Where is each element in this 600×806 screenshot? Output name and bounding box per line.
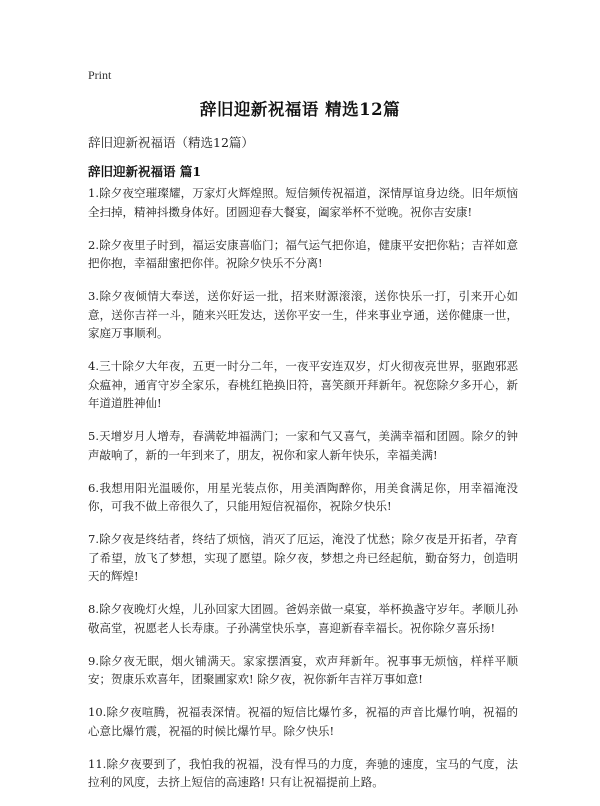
paragraph-4: 4.三十除夕大年夜，五更一时分二年，一夜平安连双岁，灯火彻夜亮世界，驱跑邪恶众瘟神，通宵守岁全家乐，春桃红艳换旧符，喜笑颜开拜新年。祝您除夕多开心，新年道道胜神仙!: [88, 359, 518, 410]
paragraph-8: 8.除夕夜晚灯火煌，儿孙回家大团圆。爸妈亲做一桌宴，举杯换盏守岁年。孝顺儿孙敬高堂，祝愿老人长寿康。子孙满堂快乐享，喜迎新春幸福长。祝你除夕喜乐扬!: [88, 602, 518, 635]
paragraph-5: 5.天增岁月人增寿，春满乾坤福满门；一家和气又喜气，美满幸福和团圆。除夕的钟声敲响了，新的一年到来了，朋友，祝你和家人新年快乐，幸福美满!: [88, 429, 518, 462]
print-label: Print: [88, 68, 112, 82]
article-body: [88, 184, 518, 806]
subtitle: 辞旧迎新祝福语（精选12篇）: [88, 135, 254, 150]
paragraph-1: 1.除夕夜空璀璨耀，万家灯火辉煌照。短信频传祝福道，深情厚谊身边绕。旧年烦恼全扫掉，精神抖擞身体好。团圆迎春大餐宴，阖家举杯不觉晚。祝你吉安康!: [88, 186, 518, 219]
paragraph-2: 2.除夕夜里子时到，福运安康喜临门；福气运气把你追，健康平安把你粘；吉祥如意把你抱，幸福甜蜜把你伴。祝除夕快乐不分离!: [88, 237, 518, 270]
paragraph-9: 9.除夕夜无眠，烟火铺满天。家家摆酒宴，欢声拜新年。祝事事无烦恼，样样平顺安；贺康乐欢喜年，团聚圃家欢! 除夕夜，祝你新年吉祥万事如意!: [88, 653, 518, 686]
page-title: 辞旧迎新祝福语 精选12篇: [199, 100, 401, 119]
paragraph-7: 7.除夕夜是终结者，终结了烦恼，消灭了厄运，淹没了忧愁；除夕夜是开拓者，孕育了希望，放飞了梦想，实现了愿望。除夕夜，梦想之舟已经起航，勤奋努力，创造明天的辉煌!: [88, 532, 518, 583]
section-heading: 辞旧迎新祝福语 篇1: [88, 164, 202, 179]
paragraph-10: 10.除夕夜喧腾，祝福表深情。祝福的短信比爆竹多，祝福的声音比爆竹响，祝福的心意比爆竹震，祝福的时候比爆竹早。除夕快乐!: [88, 705, 518, 738]
paragraph-11: 11.除夕夜要到了，我怕我的祝福，没有悍马的力度，奔驰的速度，宝马的气度，法拉利的风度，去挤上短信的高速路! 只有让祝福提前上路。: [88, 756, 518, 789]
paragraph-3: 3.除夕夜倾情大奉送，送你好运一批，招来财源滚滚，送你快乐一打，引来开心如意，送你吉祥一斗，随来兴旺发达，送你平安一生，伴来事业亨通，送你健康一世，家庭万事顺利。: [88, 289, 518, 340]
paragraph-6: 6.我想用阳光温暖你，用星光装点你，用美酒陶醉你，用美食满足你，用幸福淹没你，可我不做上帝很久了，只能用短信祝福你，祝除夕快乐!: [88, 480, 518, 513]
